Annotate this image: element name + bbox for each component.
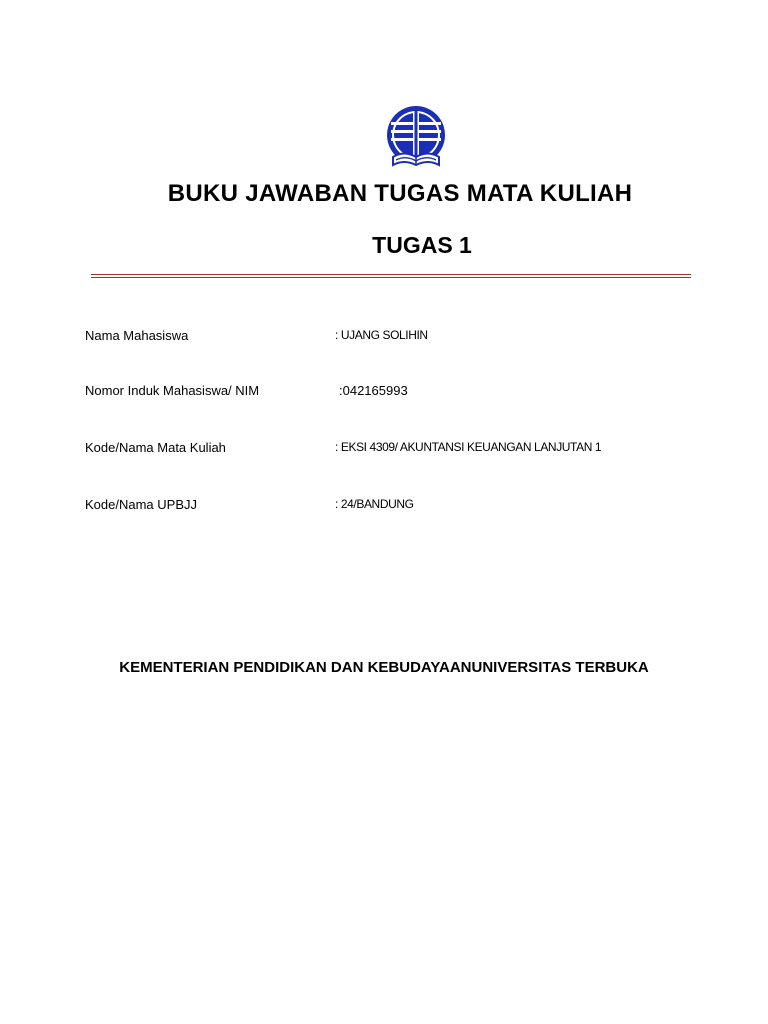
document-subtitle: TUGAS 1 bbox=[372, 232, 472, 258]
institution-footer: KEMENTERIAN PENDIDIKAN DAN KEBUDAYAANUNIVERSITAS TERBUKA bbox=[119, 659, 649, 676]
field-label: Kode/Nama UPBJJ bbox=[85, 497, 197, 512]
field-value: : 24/BANDUNG bbox=[335, 497, 414, 511]
document-title: BUKU JAWABAN TUGAS MATA KULIAH bbox=[167, 180, 633, 207]
horizontal-divider bbox=[91, 274, 691, 278]
field-label: Kode/Nama Mata Kuliah bbox=[85, 440, 226, 455]
field-value: :042165993 bbox=[339, 383, 408, 398]
field-label: Nama Mahasiswa bbox=[85, 328, 189, 343]
field-value: : EKSI 4309/ AKUNTANSI KEUANGAN LANJUTAN 1 bbox=[335, 440, 602, 454]
universitas-terbuka-logo-icon bbox=[381, 103, 451, 173]
field-label: Nomor Induk Mahasiswa/ NIM bbox=[85, 383, 260, 398]
field-value: : UJANG SOLIHIN bbox=[335, 328, 428, 342]
